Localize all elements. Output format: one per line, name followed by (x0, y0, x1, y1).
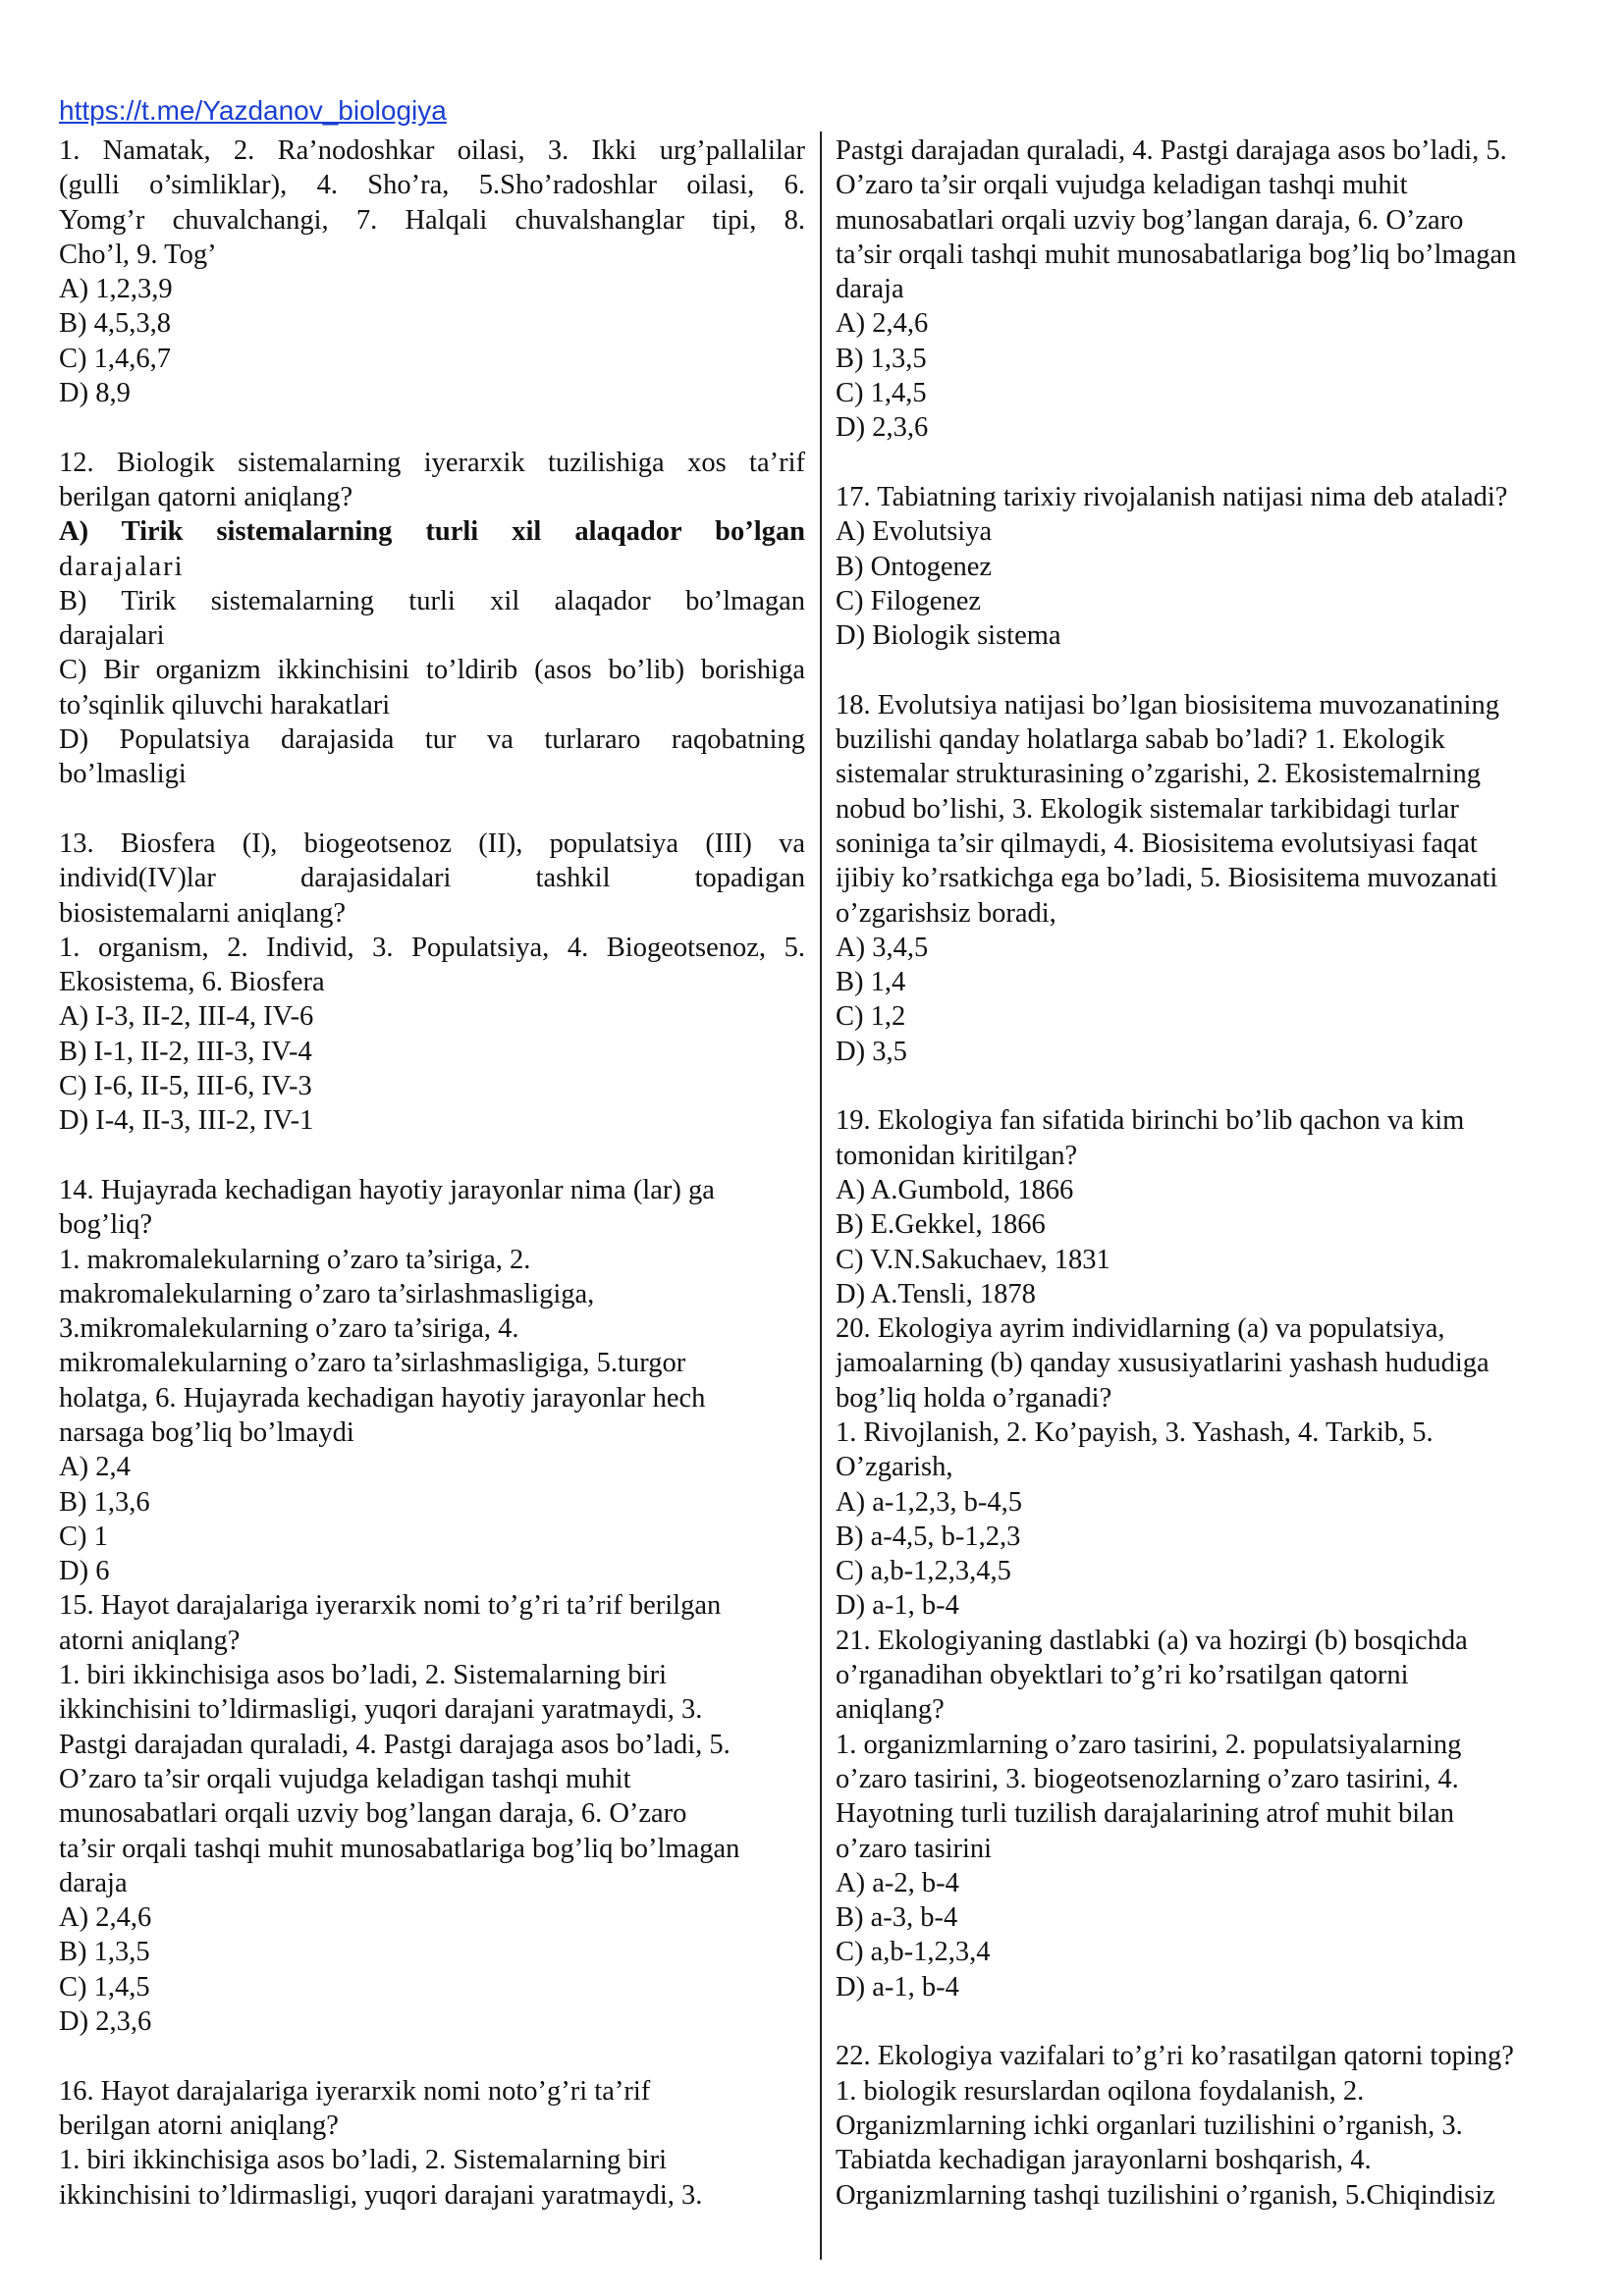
left-text-line: 12. Biologik sistemalarning iyerarxik tuzilishiga xos ta’rif (59, 447, 805, 478)
blank-line (59, 2039, 805, 2073)
left-text-line: C) I-6, II-5, III-6, IV-3 (59, 1071, 312, 1102)
right-text-line: A) a-2, b-4 (836, 1867, 959, 1898)
left-text-line: A) 2,4 (59, 1452, 131, 1483)
left-text-line: darajalari (59, 551, 185, 582)
blank-line (59, 792, 805, 827)
left-text-line: berilgan qatorni aniqlang? (59, 481, 353, 512)
left-text-line: (gulli o’simliklar), 4. Sho’ra, 5.Sho’radoshlar oilasi, 6. (59, 170, 805, 201)
left-text-line: holatga, 6. Hujayrada kechadigan hayotiy jarayonlar hech (59, 1382, 706, 1414)
left-text-line: Pastgi darajadan quraladi, 4. Pastgi darajaga asos bo’ladi, 5. (59, 1729, 731, 1760)
left-text-line: bog’liq? (59, 1209, 152, 1241)
left-text-line: daraja (59, 1867, 128, 1898)
right-text-line: Pastgi darajadan quraladi, 4. Pastgi darajaga asos bo’ladi, 5. (836, 135, 1507, 166)
right-text-line: bog’liq holda o’rganadi? (836, 1382, 1112, 1414)
right-text-line: o’zaro tasirini (836, 1833, 993, 1864)
right-text-line: 1. Rivojlanish, 2. Ko’payish, 3. Yashash, 4. Tarkib, 5. (836, 1416, 1434, 1448)
right-text-line: tomonidan kiritilgan? (836, 1140, 1078, 1171)
left-text-line: D) 8,9 (59, 378, 131, 409)
left-text-line: D) Populatsiya darajasida tur va turlararo raqobatning (59, 724, 805, 756)
left-text-line: 16. Hayot darajalariga iyerarxik nomi noto’g’ri ta’rif (59, 2075, 651, 2107)
right-text-line: 19. Ekologiya fan sifatida birinchi bo’lib qachon va kim (836, 1105, 1465, 1137)
right-text-line: A) Evolutsiya (836, 516, 993, 548)
right-text-line: O’zaro ta’sir orqali vujudga keladigan tashqi muhit (836, 170, 1408, 201)
left-text-line: 1. organism, 2. Individ, 3. Populatsiya, 4. Biogeotsenoz, 5. (59, 932, 805, 963)
left-text-line: D) 6 (59, 1556, 110, 1587)
telegram-link[interactable]: https://t.me/Yazdanov_biologiya (59, 95, 447, 126)
right-text-line: B) a-3, b-4 (836, 1902, 958, 1934)
right-text-line: B) 1,3,5 (836, 343, 927, 374)
left-text-line: C) 1 (59, 1521, 108, 1552)
left-text-line: Ekosistema, 6. Biosfera (59, 967, 325, 998)
right-text-line: Organizmlarning ichki organlari tuzilishini o’rganish, 3. (836, 2109, 1463, 2141)
right-text-line: D) a-1, b-4 (836, 1971, 959, 2002)
right-text-line: C) Filogenez (836, 585, 982, 616)
left-text-line: berilgan atorni aniqlang? (59, 2109, 339, 2141)
right-text-line: O’zgarish, (836, 1452, 953, 1483)
left-text-line: ta’sir orqali tashqi muhit munosabatlariga bog’liq bo’lmagan (59, 1833, 740, 1864)
right-text-line: jamoalarning (b) qanday xususiyatlarini yashash hududiga (836, 1348, 1489, 1379)
blank-line (836, 1069, 1582, 1103)
left-text-line: ikkinchisini to’ldirmasligi, yuqori darajani yaratmaydi, 3. (59, 2179, 703, 2211)
left-text-line: C) 1,4,5 (59, 1971, 150, 2002)
left-text-line: B) 4,5,3,8 (59, 308, 171, 340)
right-text-line: A) a-1,2,3, b-4,5 (836, 1486, 1022, 1518)
right-text-line: D) A.Tensli, 1878 (836, 1278, 1036, 1309)
left-text-line: C) Bir organizm ikkinchisini to’ldirib (asos bo’lib) borishiga (59, 655, 805, 686)
left-text-line: 3.mikromalekularning o’zaro ta’siriga, 4. (59, 1313, 519, 1345)
left-text-line: O’zaro ta’sir orqali vujudga keladigan tashqi muhit (59, 1763, 631, 1794)
left-text-line: atorni aniqlang? (59, 1625, 241, 1656)
right-text-line: C) a,b-1,2,3,4 (836, 1937, 991, 1968)
blank-line (836, 2004, 1582, 2039)
right-text-line: D) Biologik sistema (836, 620, 1061, 652)
left-column (59, 133, 805, 2213)
right-text-line: Hayotning turli tuzilish darajalarining atrof muhit bilan (836, 1798, 1455, 1830)
right-text-line: nobud bo’lishi, 3. Ekologik sistemalar tarkibidagi turlar (836, 793, 1459, 825)
left-text-line: 15. Hayot darajalariga iyerarxik nomi to’g’ri ta’rif berilgan (59, 1590, 722, 1622)
right-text-line: B) 1,4 (836, 967, 906, 998)
right-text-line: 1. organizmlarning o’zaro tasirini, 2. populatsiyalarning (836, 1729, 1462, 1760)
right-text-line: o’rganadihan obyektlari to’g’ri ko’rsatilgan qatorni (836, 1660, 1409, 1691)
right-text-line: D) 3,5 (836, 1036, 907, 1067)
right-text-line: ta’sir orqali tashqi muhit munosabatlariga bog’liq bo’lmagan (836, 239, 1517, 270)
left-text-line: individ(IV)lar darajasidalari tashkil topadigan (59, 863, 805, 894)
right-text-line: B) E.Gekkel, 1866 (836, 1209, 1046, 1241)
left-text-line: 1. biri ikkinchisiga asos bo’ladi, 2. Sistemalarning biri (59, 2145, 667, 2176)
left-text-line: 13. Biosfera (I), biogeotsenoz (II), populatsiya (III) va (59, 828, 805, 859)
left-text-line: makromalekularning o’zaro ta’sirlashmasligiga, (59, 1278, 595, 1309)
left-text-line: munosabatlari orqali uzviy bog’langan daraja, 6. O’zaro (59, 1798, 687, 1830)
right-text-line: A) 2,4,6 (836, 308, 929, 340)
right-text-line: munosabatlari orqali uzviy bog’langan daraja, 6. O’zaro (836, 204, 1464, 236)
right-text-line: Tabiatda kechadigan jarayonlarni boshqarish, 4. (836, 2145, 1372, 2176)
right-text-line: C) 1,2 (836, 1001, 906, 1033)
right-text-line: buzilishi qanday holatlarga sabab bo’ladi? 1. Ekologik (836, 724, 1445, 756)
left-text-line: Yomg’r chuvalchangi, 7. Halqali chuvalshanglar tipi, 8. (59, 204, 805, 236)
right-text-line: C) a,b-1,2,3,4,5 (836, 1556, 1011, 1587)
right-text-line: daraja (836, 274, 904, 305)
left-text-line: A) I-3, II-2, III-4, IV-6 (59, 1001, 314, 1033)
right-text-line: C) 1,4,5 (836, 378, 927, 409)
left-text-line: D) I-4, II-3, III-2, IV-1 (59, 1105, 314, 1137)
left-text-line: Cho’l, 9. Tog’ (59, 239, 217, 270)
column-divider (820, 132, 822, 2260)
blank-line (836, 446, 1582, 480)
left-text-line: A) Tirik sistemalarning turli xil alaqador bo’lgan (59, 516, 805, 548)
left-text-line: D) 2,3,6 (59, 2006, 152, 2038)
right-text-line: 17. Tabiatning tarixiy rivojalanish natijasi nima deb ataladi? (836, 481, 1508, 512)
left-text-line: 1. biri ikkinchisiga asos bo’ladi, 2. Sistemalarning biri (59, 1660, 667, 1691)
right-text-line: ijibiy ko’rsatkichga ega bo’ladi, 5. Biosisitema muvozanati (836, 863, 1498, 894)
left-text-line: B) 1,3,6 (59, 1486, 150, 1518)
left-text-line: C) 1,4,6,7 (59, 343, 171, 374)
left-text-line: B) 1,3,5 (59, 1937, 150, 1968)
right-text-line: soniniga ta’sir qilmaydi, 4. Biosisitema evolutsiyasi faqat (836, 828, 1478, 859)
right-text-line: 22. Ekologiya vazifalari to’g’ri ko’rasatilgan qatorni toping? (836, 2041, 1514, 2072)
left-text-line: A) 1,2,3,9 (59, 274, 173, 305)
left-text-line: bo’lmasligi (59, 759, 187, 790)
blank-line (59, 410, 805, 445)
left-text-line: ikkinchisini to’ldirmasligi, yuqori darajani yaratmaydi, 3. (59, 1694, 703, 1726)
right-text-line: o’zgarishsiz boradi, (836, 897, 1056, 929)
left-text-line: to’sqinlik qiluvchi harakatlari (59, 689, 391, 721)
left-text-line: 1. Namatak, 2. Ra’nodoshkar oilasi, 3. Ikki urg’pallalilar (59, 135, 805, 166)
right-text-line: o’zaro tasirini, 3. biogeotsenozlarning o’zaro tasirini, 4. (836, 1763, 1459, 1794)
right-text-line: 18. Evolutsiya natijasi bo’lgan biosisitema muvozanatining (836, 689, 1499, 721)
left-text-line: A) 2,4,6 (59, 1902, 152, 1934)
right-text-line: 1. biologik resurslardan oqilona foydalanish, 2. (836, 2075, 1365, 2107)
right-text-line: 20. Ekologiya ayrim individlarning (a) va populatsiya, (836, 1313, 1445, 1345)
right-text-line: A) 3,4,5 (836, 932, 929, 963)
left-text-line: darajalari (59, 620, 165, 652)
left-text-line: 1. makromalekularning o’zaro ta’siriga, 2. (59, 1244, 531, 1275)
right-text-line: B) Ontogenez (836, 551, 993, 582)
right-text-line: C) V.N.Sakuchaev, 1831 (836, 1244, 1110, 1275)
blank-line (59, 1139, 805, 1173)
right-text-line: A) A.Gumbold, 1866 (836, 1174, 1074, 1205)
right-column (836, 133, 1582, 2213)
left-text-line: B) I-1, II-2, III-3, IV-4 (59, 1036, 312, 1067)
right-text-line: D) 2,3,6 (836, 412, 929, 444)
left-text-line: 14. Hujayrada kechadigan hayotiy jarayonlar nima (lar) ga (59, 1174, 715, 1205)
blank-line (836, 653, 1582, 687)
left-text-line: narsaga bog’liq bo’lmaydi (59, 1416, 354, 1448)
right-text-line: D) a-1, b-4 (836, 1590, 959, 1622)
left-text-line: B) Tirik sistemalarning turli xil alaqador bo’lmagan (59, 585, 805, 616)
right-text-line: Organizmlarning tashqi tuzilishini o’rganish, 5.Chiqindisiz (836, 2179, 1495, 2211)
right-text-line: aniqlang? (836, 1694, 945, 1726)
right-text-line: 21. Ekologiyaning dastlabki (a) va hozirgi (b) bosqichda (836, 1625, 1468, 1656)
left-text-line: mikromalekularning o’zaro ta’sirlashmasligiga, 5.turgor (59, 1348, 686, 1379)
left-text-line: biosistemalarni aniqlang? (59, 897, 347, 929)
right-text-line: sistemalar strukturasining o’zgarishi, 2. Ekosistemalrning (836, 759, 1481, 790)
right-text-line: B) a-4,5, b-1,2,3 (836, 1521, 1021, 1552)
